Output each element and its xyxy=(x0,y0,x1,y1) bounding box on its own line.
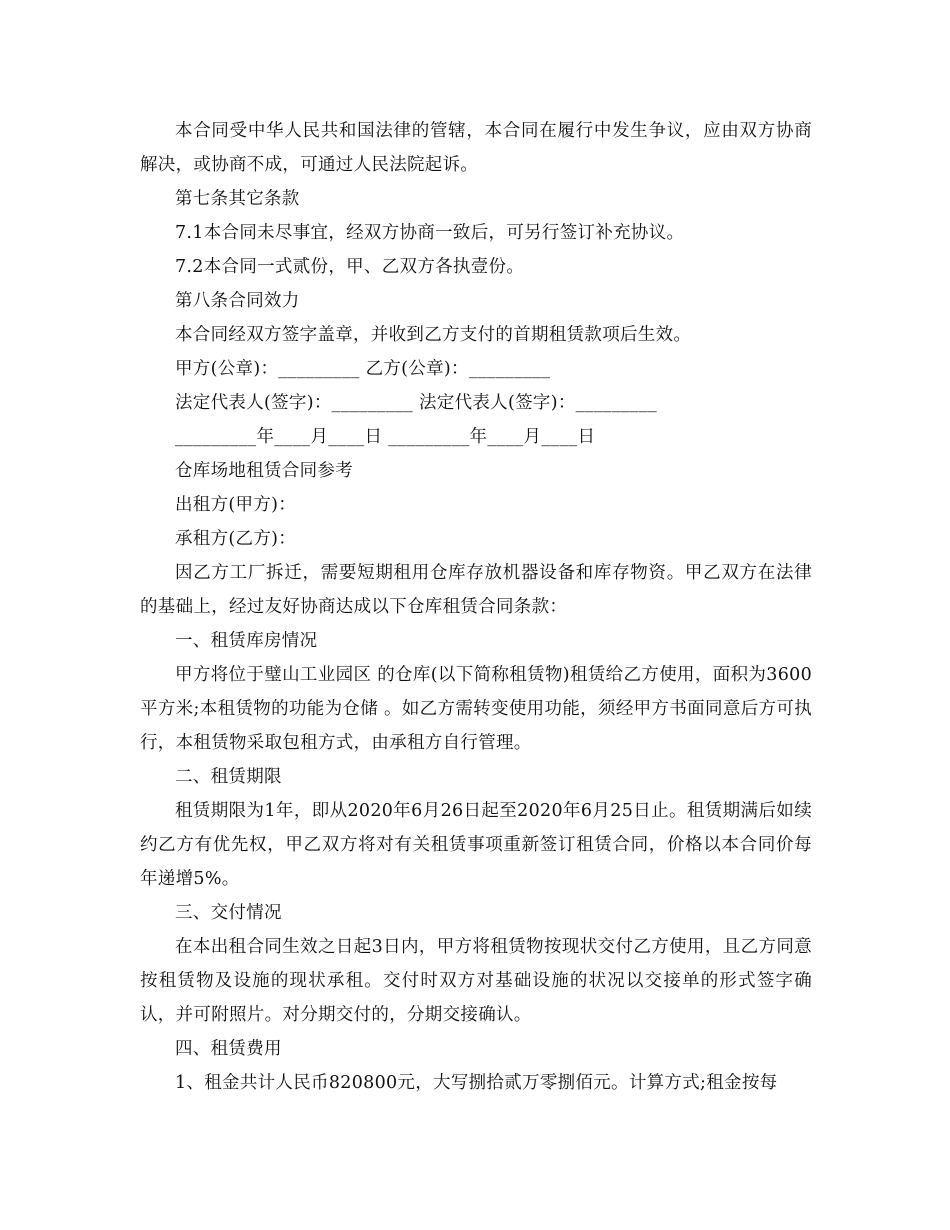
paragraph-lease-term: 租赁期限为1年，即从2020年6月26日起至2020年6月25日止。租赁期满后如续约乙方有优先权，甲乙双方将对有关租赁事项重新签订租赁合同，价格以本合同价每年递增5%。 xyxy=(140,801,812,889)
heading-section-1: 一、租赁库房情况 xyxy=(175,631,318,651)
document-title: 仓库场地租赁合同参考 xyxy=(175,461,353,481)
heading-section-4: 四、租赁费用 xyxy=(175,1039,282,1059)
paragraph-effectiveness: 本合同经双方签字盖章，并收到乙方支付的首期租赁款项后生效。 xyxy=(175,325,692,345)
paragraph-delivery: 在本出租合同生效之日起3日内，甲方将租赁物按现状交付乙方使用，且乙方同意按租赁物及设施的现状承租。交付时双方对基础设施的状况以交接单的形式签字确认，并可附照片。对分期交付的，分期交接确认。 xyxy=(140,937,812,1025)
paragraph-warehouse-info: 甲方将位于璧山工业园区 的仓库(以下简称租赁物)租赁给乙方使用，面积为3600平方米;本租赁物的功能为仓储 。如乙方需转变使用功能，须经甲方书面同意后方可执行，本租赁物采取包租方式，由承租方自行管理。 xyxy=(140,665,812,753)
paragraph-rent: 1、租金共计人民币820800元，大写捌拾贰万零捌佰元。计算方式;租金按每 xyxy=(175,1073,778,1093)
heading-section-2: 二、租赁期限 xyxy=(175,767,282,787)
document-body xyxy=(140,114,812,1100)
paragraph-jurisdiction: 本合同受中华人民共和国法律的管辖，本合同在履行中发生争议，应由双方协商解决，或协商不成，可通过人民法院起诉。 xyxy=(140,121,812,175)
signature-representative-line: 法定代表人(签字)：_________ 法定代表人(签字)：_________ xyxy=(175,393,658,413)
signature-seal-line: 甲方(公章)：_________ 乙方(公章)：_________ xyxy=(175,359,551,379)
clause-7-1: 7.1本合同未尽事宜，经双方协商一致后，可另行签订补充协议。 xyxy=(175,223,685,243)
lessor-line: 出租方(甲方)： xyxy=(175,495,297,515)
heading-article-8: 第八条合同效力 xyxy=(175,291,300,311)
heading-section-3: 三、交付情况 xyxy=(175,903,282,923)
paragraph-preamble: 因乙方工厂拆迁，需要短期租用仓库存放机器设备和库存物资。甲乙双方在法律的基础上，经过友好协商达成以下仓库租赁合同条款： xyxy=(140,563,812,617)
clause-7-2: 7.2本合同一式贰份，甲、乙双方各执壹份。 xyxy=(175,257,525,277)
heading-article-7: 第七条其它条款 xyxy=(175,189,300,209)
lessee-line: 承租方(乙方)： xyxy=(175,529,297,549)
signature-date-line: _________年____月____日 _________年____月____日 xyxy=(175,427,596,447)
